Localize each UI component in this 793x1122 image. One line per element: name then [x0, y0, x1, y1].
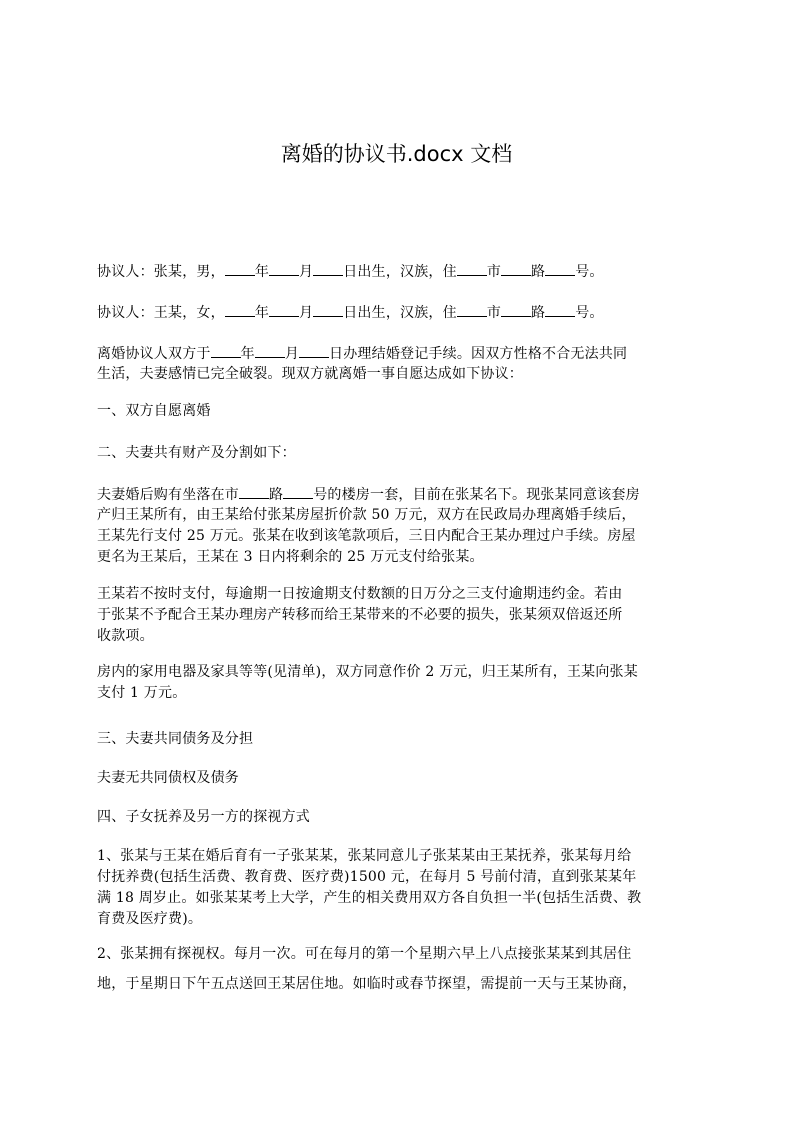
section-1-heading: 一、双方自愿离婚 — [97, 403, 211, 419]
property-line-3: 王某先行支付 25 万元。张某在收到该笔款项后，三日内配合王某办理过户手续。房屋 — [97, 528, 636, 544]
blank-field — [545, 261, 575, 276]
child-support-paragraph — [97, 846, 709, 933]
party2-prefix: 协议人：王某，女， — [97, 305, 225, 321]
intro-line-2: 生活，夫妻感情已完全破裂。现双方就离婚一事自愿达成如下协议： — [97, 366, 523, 382]
no-debt-paragraph: 夫妻无共同债权及债务 — [97, 770, 239, 786]
visitation-paragraph — [97, 942, 709, 996]
property-line-1 — [97, 484, 709, 505]
party1-paragraph — [97, 261, 709, 283]
child-support-line: 付抚养费(包括生活费、教育费、医疗费)1500 元，在每月 5 号前付清，直到张某某年 — [97, 869, 637, 885]
appliances-line: 房内的家用电器及家具等等(见清单)，双方同意作价 2 万元，归王某所有，王某向张某 — [97, 664, 638, 680]
section-2-heading: 二、夫妻共有财产及分割如下： — [97, 445, 296, 461]
blank-field — [501, 302, 531, 317]
visitation-line: 地，于星期日下午五点送回王某居住地。如临时或春节探望，需提前一天与王某协商， — [97, 976, 637, 992]
intro-year-label: 年 — [240, 346, 255, 362]
penalty-line: 王某若不按时支付，每逾期一日按逾期支付数额的日万分之三支付逾期违约金。若由 — [97, 586, 623, 602]
penalty-paragraph — [97, 584, 709, 647]
appliances-paragraph — [97, 662, 709, 704]
party1-year-label: 年 — [254, 264, 270, 280]
party1-prefix: 协议人：张某，男， — [97, 264, 225, 280]
blank-field — [269, 261, 299, 276]
child-support-line: 1、张某与王某在婚后育有一子张某某，张某同意儿子张某某由王某抚养，张某每月给 — [97, 848, 632, 864]
blank-field — [225, 261, 255, 276]
blank-field — [283, 484, 313, 499]
blank-field — [269, 302, 299, 317]
property-rest: 号的楼房一套，目前在张某名下。现张某同意该套房 — [313, 487, 640, 503]
intro-prefix: 离婚协议人双方于 — [97, 346, 211, 362]
section-3-heading: 三、夫妻共同债务及分担 — [97, 731, 254, 747]
property-paragraph — [97, 484, 709, 568]
blank-field — [313, 261, 343, 276]
child-support-line: 满 18 周岁止。如张某某考上大学，产生的相关费用双方各自负担一半(包括生活费、教 — [97, 890, 642, 906]
party2-road-label: 路 — [531, 305, 546, 321]
party2-month-label: 月 — [299, 305, 314, 321]
appliances-line: 支付 1 万元。 — [97, 685, 187, 701]
child-support-line: 育费及医疗费)。 — [97, 911, 203, 927]
party1-city-label: 市 — [486, 264, 502, 280]
intro-month-label: 月 — [284, 346, 300, 362]
party1-number-label: 号。 — [575, 264, 604, 280]
blank-field — [211, 343, 241, 358]
party2-year-label: 年 — [254, 305, 270, 321]
party1-month-label: 月 — [299, 264, 314, 280]
blank-field — [255, 343, 285, 358]
party2-number-label: 号。 — [575, 305, 604, 321]
party1-road-label: 路 — [531, 264, 546, 280]
blank-field — [457, 261, 487, 276]
penalty-line: 于张某不予配合王某办理房产转移而给王某带来的不必要的损失，张某须双倍返还所 — [97, 607, 623, 623]
penalty-line: 收款项。 — [97, 628, 154, 644]
party1-birth-label: 日出生，汉族，住 — [343, 264, 457, 280]
blank-field — [299, 343, 329, 358]
property-prefix: 夫妻婚后购有坐落在市 — [97, 487, 239, 503]
blank-field — [501, 261, 531, 276]
property-line-2: 产归王某所有，由王某给付张某房屋折价款 50 万元，双方在民政局办理离婚手续后， — [97, 507, 636, 523]
document-title: 离婚的协议书.docx 文档 — [280, 142, 513, 166]
visitation-line: 2、张某拥有探视权。每月一次。可在每月的第一个星期六早上八点接张某某到其居住 — [97, 946, 632, 962]
party2-birth-label: 日出生，汉族，住 — [343, 305, 457, 321]
intro-line-1 — [97, 343, 709, 364]
blank-field — [545, 302, 575, 317]
blank-field — [457, 302, 487, 317]
section-4-heading: 四、子女抚养及另一方的探视方式 — [97, 809, 310, 825]
party2-city-label: 市 — [486, 305, 502, 321]
property-road-label: 路 — [269, 487, 284, 503]
blank-field — [225, 302, 255, 317]
intro-rest: 日办理结婚登记手续。因双方性格不合无法共同 — [329, 346, 628, 362]
intro-paragraph — [97, 343, 709, 385]
party2-paragraph — [97, 302, 709, 324]
property-line-4: 更名为王某后，王某在 3 日内将剩余的 25 万元支付给张某。 — [97, 549, 484, 565]
blank-field — [239, 484, 269, 499]
blank-field — [313, 302, 343, 317]
